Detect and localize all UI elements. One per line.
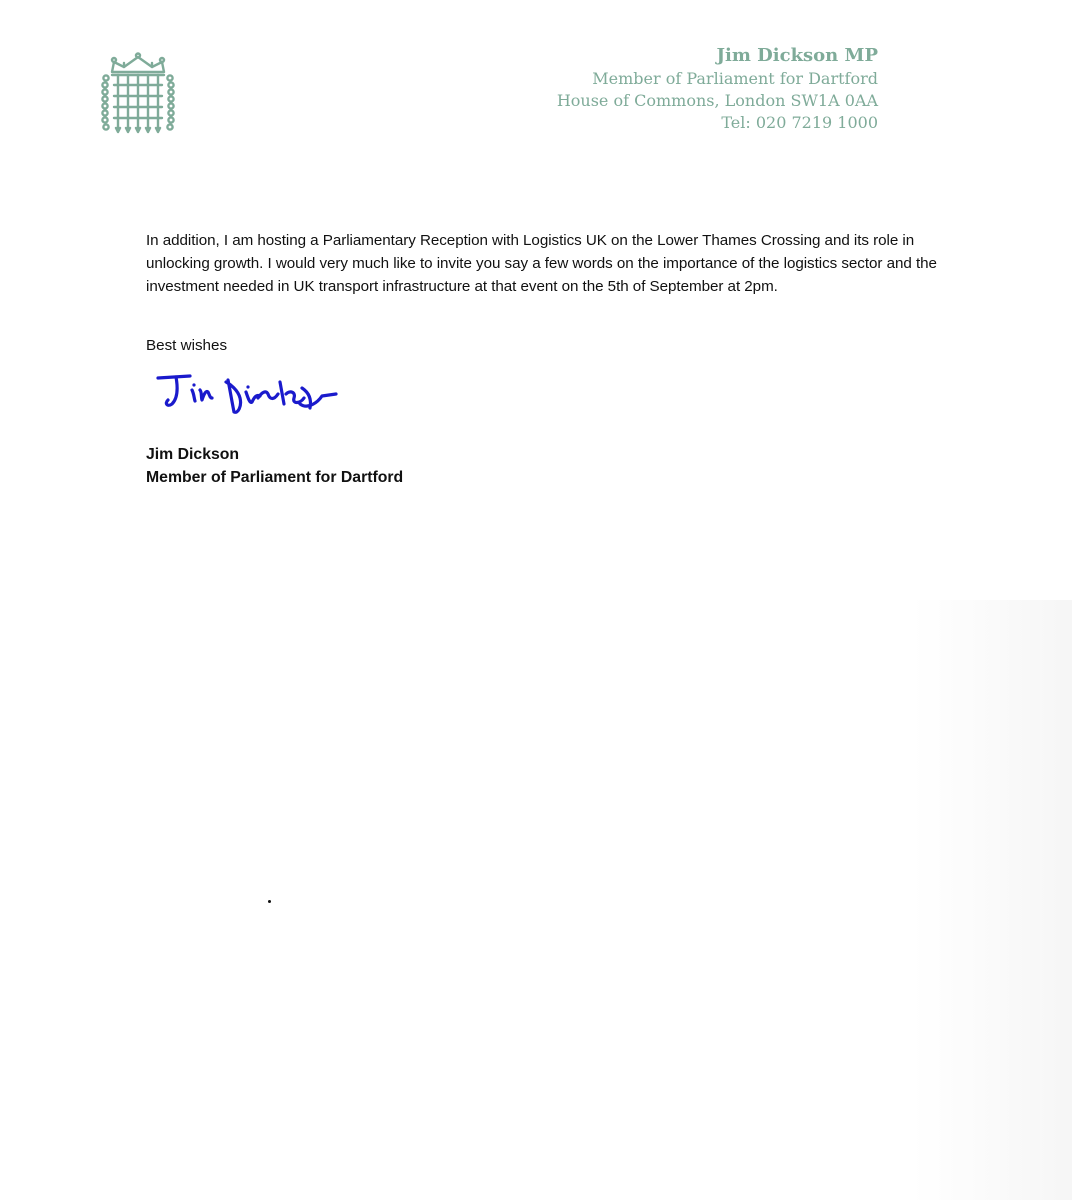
signature-block (146, 443, 403, 489)
letterhead-address: House of Commons, London SW1A 0AA (556, 91, 878, 110)
portcullis-icon (100, 52, 176, 136)
letterhead (557, 44, 878, 134)
letterhead-phone: Tel: 020 7219 1000 (721, 113, 878, 132)
closing-salutation: Best wishes (146, 337, 228, 354)
stray-mark (268, 900, 271, 903)
letterhead-name: Jim Dickson MP (716, 45, 878, 66)
letterhead-title: Member of Parliament for Dartford (592, 69, 878, 88)
letter-body (146, 229, 946, 299)
handwritten-signature (150, 368, 350, 424)
signatory-name: Jim Dickson (146, 446, 240, 463)
page-shadow (912, 600, 1072, 1200)
signatory-title: Member of Parliament for Dartford (146, 469, 404, 486)
invitation-paragraph: In addition, I am hosting a Parliamentary Reception with Logistics UK on the Lower Thames Crossing and its role in unlocking growth. I would very much like to invite you say a few words on the importance of the logistics sector and the investment needed in UK transport infrastructure at that event on the 5th of September at 2pm. (146, 232, 937, 296)
